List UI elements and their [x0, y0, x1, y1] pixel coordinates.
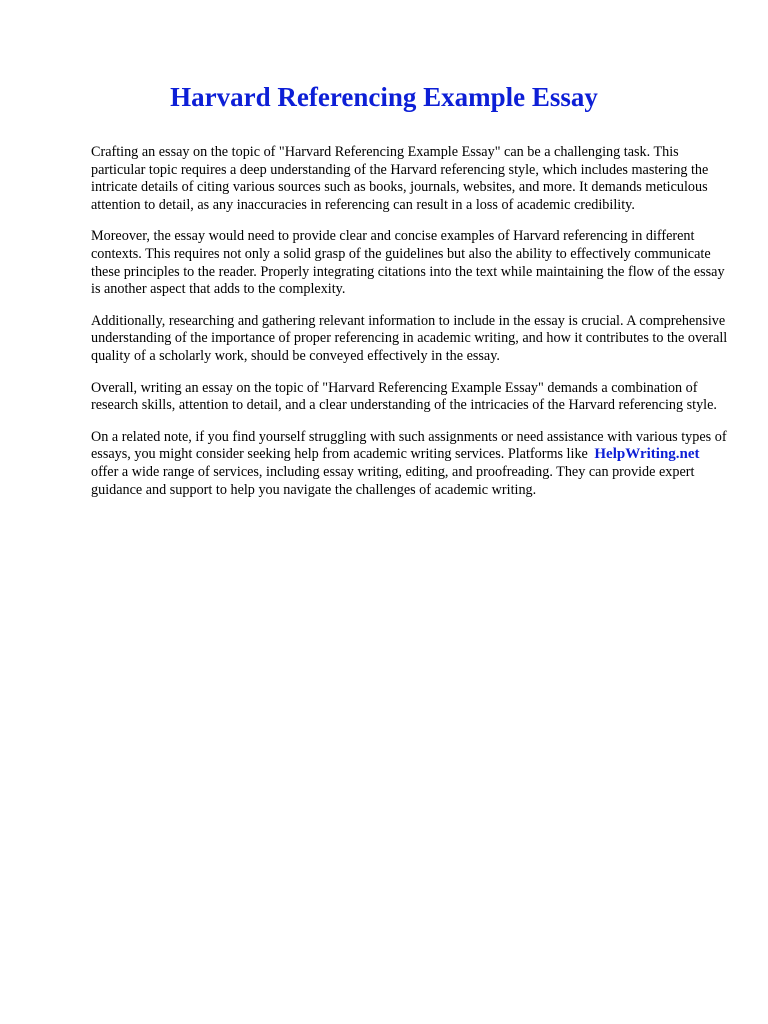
paragraph-5-after-link: offer a wide range of services, including essay writing, editing, and proofreading. They can provide expert guidance and support to help you navigate the challenges of academic writing. — [91, 463, 695, 498]
document-body — [91, 144, 731, 513]
paragraph-1: Crafting an essay on the topic of "Harvard Referencing Example Essay" can be a challenging task. This particular topic requires a deep understanding of the Harvard referencing style, which includes mastering the intricate details of citing various sources such as books, journals, websites, and more. It demands meticulous attention to detail, as any inaccuracies in referencing can result in a loss of academic credibility. — [91, 144, 709, 213]
helpwriting-link[interactable]: HelpWriting.net — [594, 446, 700, 463]
paragraph-5-before-link: On a related note, if you find yourself struggling with such assignments or need assistance with various types of essays, you might consider seeking help from academic writing services. Platforms like — [91, 428, 727, 463]
paragraph-3: Additionally, researching and gathering relevant information to include in the essay is crucial. A comprehensive understanding of the importance of proper referencing in academic writing, and how it contributes to the overall quality of a scholarly work, should be conveyed effectively in the essay. — [91, 312, 728, 364]
document-title: Harvard Referencing Example Essay — [170, 82, 598, 112]
paragraph-2: Moreover, the essay would need to provide clear and concise examples of Harvard referencing in different contexts. This requires not only a solid grasp of the guidelines but also the ability to effectively communicate these principles to the reader. Properly integrating citations into the text while maintaining the flow of the essay is another aspect that adds to the complexity. — [91, 228, 725, 298]
paragraph-5 — [91, 429, 731, 499]
paragraph-4: Overall, writing an essay on the topic of "Harvard Referencing Example Essay" demands a combination of research skills, attention to detail, and a clear understanding of the intricacies of the Harvard referencing style. — [91, 379, 717, 414]
